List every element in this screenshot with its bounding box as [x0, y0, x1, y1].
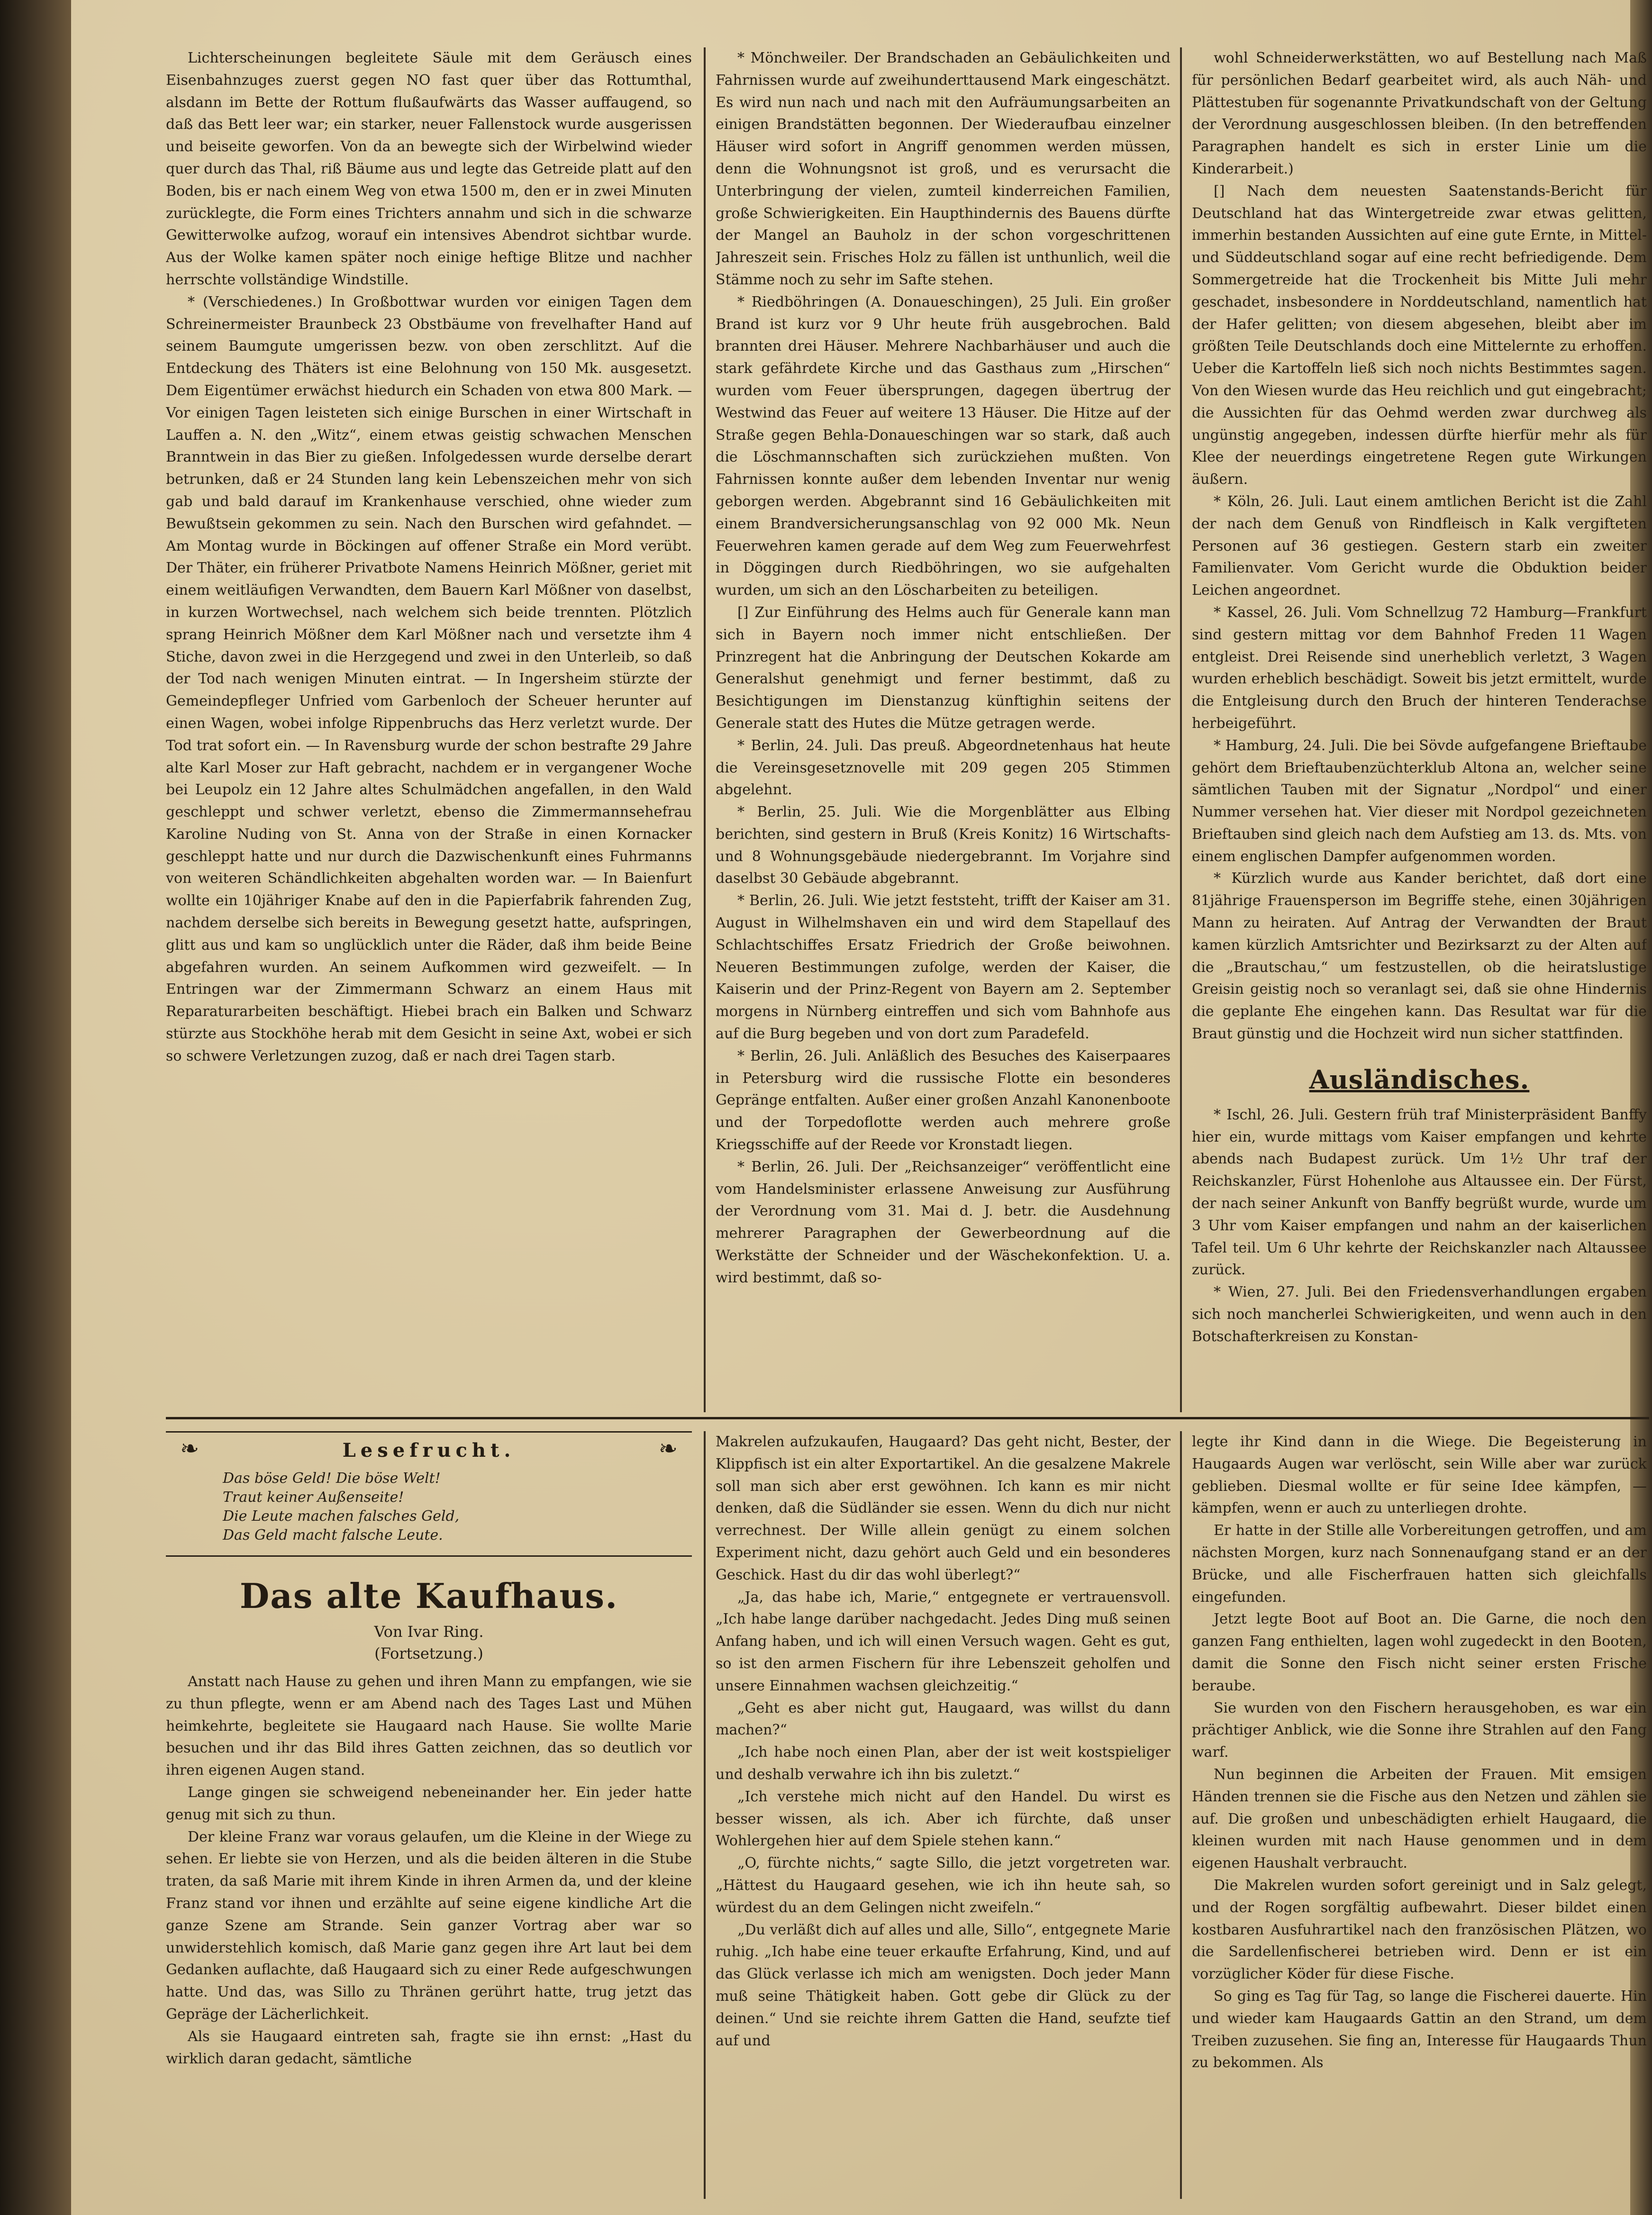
paragraph: „Ja, das habe ich, Marie,“ entgegnete er vertrauensvoll. „Ich habe lange darüber nachgedacht. Jedes Ding muß seinen Anfang haben, und ich will einen Versuch wagen. Geht es gut, so ist den armen Fischern für ihre Lebenszeit geholfen und unsere Einnahmen wachsen gleichzeitig.“ [716, 1589, 1171, 1694]
column-rule [704, 47, 706, 1412]
paragraph: * Wien, 27. Juli. Bei den Friedensverhandlungen ergaben sich noch mancherlei Schwierigkeiten, und wenn auch in den Botschafterkreisen zu Konstan- [1192, 1284, 1647, 1345]
top-column-2 [716, 47, 1171, 1407]
book-binding [0, 0, 71, 2215]
paragraph: Lange gingen sie schweigend nebeneinander her. Ein jeder hatte genug mit sich zu thun. [166, 1784, 692, 1823]
paragraph: * Köln, 26. Juli. Laut einem amtlichen Bericht ist die Zahl der nach dem Genuß von Rindfleisch in Kalk vergifteten Personen auf 36 gestiegen. Gestern starb ein zweiter Familienvater. Vom Gericht wurde die Obduktion beider Leichen angeordnet. [1192, 493, 1647, 599]
column-rule [1180, 1431, 1182, 2199]
paragraph: * Berlin, 26. Juli. Wie jetzt feststeht, trifft der Kaiser am 31. August in Wilhelmshaven ein und wird dem Stapellauf des Schlachtschiffes Ersatz Friedrich der Große beiwohnen. Neueren Bestimmungen zufolge, werden der Kaiser, die Kaiserin und der Prinz-Regent von Bayern am 2. September morgens in Nürnberg eintreffen und sich vom Bahnhofe aus auf die Burg begeben und von dort zum Paradefeld. [716, 892, 1171, 1043]
poem-line: Das böse Geld! Die böse Welt! [223, 1470, 441, 1487]
paragraph: * Ischl, 26. Juli. Gestern früh traf Ministerpräsident Banffy hier ein, wurde mittags vom Kaiser empfangen und kehrte abends nach Budapest zurück. Um 1½ Uhr traf der Reichskanzler, Fürst Hohenlohe aus Altaussee ein. Der Fürst, der nach seiner Ankunft von Banffy begrüßt wurde, wurde um 3 Uhr vom Kaiser empfangen und nahm an der kaiserlichen Tafel teil. Um 6 Uhr kehrte der Reichskanzler nach Altaussee zurück. [1192, 1106, 1647, 1279]
column-rule [1180, 47, 1182, 1412]
paragraph: Als sie Haugaard eintreten sah, fragte sie ihn ernst: „Hast du wirklich daran gedacht, sämtliche [166, 2028, 692, 2067]
poem-line: Traut keiner Außenseite! [223, 1489, 404, 1506]
paragraph: [] Nach dem neuesten Saatenstands-Bericht für Deutschland hat das Wintergetreide zwar etwas gelitten, immerhin bestanden Aussichten auf eine gute Ernte, in Mittel- und Süddeutschland sogar auf eine recht befriedigende. Dem Sommergetreide hat die Trockenheit bis Mitte Juli mehr geschadet, insbesondere in Norddeutschland, namentlich hat der Hafer gelitten; von diesem abgesehen, bleibt aber im größten Teile Deutschlands doch eine Mittelernte zu erhoffen. Ueber die Kartoffeln ließ sich noch nichts Bestimmtes sagen. Von den Wiesen wurde das Heu reichlich und gut eingebracht; die Aussichten für das Oehmd werden zwar durchweg als ungünstig angegeben, indessen dürfte hierfür mehr als für Klee der neuerdings eingetretene Regen gute Wirkungen äußern. [1192, 182, 1647, 488]
paragraph: „Du verläßt dich auf alles und alle, Sillo“, entgegnete Marie ruhig. „Ich habe eine teuer erkaufte Erfahrung, Kind, und auf das Glück verlasse ich mich am wenigsten. Doch jeder Mann muß seine Thätigkeit haben. Gott gebe dir Glück zu der deinen.“ Und sie reichte ihrem Gatten die Hand, seufzte tief auf und [716, 1921, 1171, 2049]
story-column-2 [716, 1431, 1171, 2199]
paragraph: * Berlin, 24. Juli. Das preuß. Abgeordnetenhaus hat heute die Vereinsgesetznovelle mit 209 gegen 205 Stimmen abgelehnt. [716, 737, 1171, 799]
top-column-1 [166, 47, 692, 1407]
lesefrucht-box [166, 1431, 692, 1557]
paragraph: * (Verschiedenes.) In Großbottwar wurden vor einigen Tagen dem Schreinermeister Braunbeck 23 Obstbäume von frevelhafter Hand auf seinem Baumgute umgerissen bezw. von oben zerschlitzt. Auf die Entdeckung des Thäters ist eine Belohnung von 150 Mk. ausgesetzt. Dem Eigentümer erwächst hiedurch ein Schaden von etwa 800 Mark. — Vor einigen Tagen leisteten sich einige Burschen in einer Wirtschaft in Lauffen a. N. den „Witz“, einem etwas geistig schwachen Menschen Branntwein in das Bier zu gießen. Infolgedessen wurde derselbe derart betrunken, daß er 24 Stunden lang kein Lebenszeichen mehr von sich gab und bald darauf im Krankenhause verschied, ohne wieder zum Bewußtsein gekommen zu sein. Nach den Burschen wird gefahndet. — Am Montag wurde in Böckingen auf offener Straße ein Mord verübt. Der Thäter, ein früherer Privatbote Namens Heinrich Mößner, geriet mit einem weitläufigen Verwandten, dem Bauern Karl Mößner von daselbst, in kurzen Wortwechsel, nach welchem sich beide trennten. Plötzlich sprang Heinrich Mößner dem Karl Mößner nach und versetzte ihm 4 Stiche, davon zwei in die Herzgegend und zwei in den Unterleib, so daß der Tod nach wenigen Minuten eintrat. — In Ingersheim stürzte der Gemeindepfleger Unfried vom Garbenloch der Scheuer herunter auf einen Wagen, wobei infolge Rippenbruchs das Herz verletzt wurde. Der Tod trat sofort ein. — In Ravensburg wurde der schon bestrafte 29 Jahre alte Karl Moser zur Haft gebracht, nachdem er in vergangener Woche bei Leupolz ein 12 Jahre altes Schulmädchen angefallen, in den Wald geschleppt und schwer verletzt, ebenso die Zimmermannsehefrau Karoline Nuding von St. Anna von der Straße in einen Kornacker geschleppt hatte und nur durch die Dazwischenkunft eines Fuhrmanns von weiteren Schändlichkeiten abgehalten worden war. — In Baienfurt wollte ein 10jähriger Knabe auf den in die Papierfabrik fahrenden Zug, nachdem derselbe sich bereits in Bewegung gesetzt hatte, aufspringen, glitt aus und kam so unglücklich unter die Räder, daß ihm beide Beine abgefahren wurden. An seinem Aufkommen wird gezweifelt. — In Entringen war der Zimmermann Schwarz an einem Haus mit Reparaturarbeiten beschäftigt. Hiebei brach ein Balken und Schwarz stürzte aus Stockhöhe herab mit dem Gesicht in seine Axt, wobei er sich so schwere Verletzungen zuzog, daß er nach drei Tagen starb. [166, 293, 692, 1064]
paragraph: „Geht es aber nicht gut, Haugaard, was willst du dann machen?“ [716, 1699, 1171, 1739]
feuilleton-divider [166, 1417, 1649, 1419]
section-heading-auslaendisches: Ausländisches. [1309, 1064, 1530, 1095]
paragraph: „Ich verstehe mich nicht auf den Handel. Du wirst es besser wissen, als ich. Aber ich fürchte, daß unser Wohlergehen hier auf dem Spiele stehen kann.“ [716, 1788, 1171, 1850]
column-rule [704, 1431, 706, 2199]
poem-line: Die Leute machen falsches Geld, [223, 1508, 460, 1525]
poem-line: Das Geld macht falsche Leute. [223, 1527, 443, 1543]
paragraph: Lichterscheinungen begleitete Säule mit dem Geräusch eines Eisenbahnzuges zuerst gegen NO fast quer über das Rottumthal, alsdann im Bette der Rottum flußaufwärts das Wasser auffaugend, so daß das Bett leer war; ein starker, neuer Fallenstock wurde ausgerissen und beiseite geworfen. Von da an bewegte sich der Wirbelwind wieder quer durch das Thal, riß Bäume aus und legte das Getreide platt auf den Boden, bis er nach einem Weg von etwa 1500 m, den er in zwei Minuten zurücklegte, die Form eines Trichters annahm und sich in die schwarze Gewitterwolke aufzog, worauf ein intensives Abendrot sichtbar wurde. Aus der Wolke kamen später noch einige heftige Blitze und nachher herrschte vollständige Windstille. [166, 50, 692, 288]
paragraph: * Riedböhringen (A. Donaueschingen), 25 Juli. Ein großer Brand ist kurz vor 9 Uhr heute früh ausgebrochen. Bald brannten drei Häuser. Mehrere Nachbarhäuser und auch die stark gefährdete Kirche und das Gasthaus zum „Hirschen“ wurden vom Feuer übersprungen, dagegen übertrug der Westwind das Feuer auf weitere 13 Häuser. Die Hitze auf der Straße gegen Behla-Donaueschingen war so stark, daß auch die Löschmannschaften sich zurückziehen mußten. Von Fahrnissen konnte außer dem lebenden Inventar nur wenig geborgen werden. Abgebrannt sind 16 Gebäulichkeiten mit einem Brandversicherungsanschlag von 92 000 Mk. Neun Feuerwehren kamen gerade auf dem Weg zum Feuerwehrfest in Döggingen durch Riedböhringen, wo sie aufgehalten wurden, um sich an den Löscharbeiten zu beteiligen. [716, 293, 1171, 599]
paragraph: Jetzt legte Boot auf Boot an. Die Garne, die noch den ganzen Fang enthielten, lagen wohl zugedeckt in den Booten, damit die Sonne den Fisch nicht seiner ersten Frische beraube. [1192, 1611, 1647, 1694]
paragraph: * Mönchweiler. Der Brandschaden an Gebäulichkeiten und Fahrnissen wurde auf zweihunderttausend Mark eingeschätzt. Es wird nun nach und nach mit den Aufräumungsarbeiten an einigen Brandstätten begonnen. Der Wiederaufbau einzelner Häuser wird sofort in Angriff genommen werden müssen, denn die Wohnungsnot ist groß, und es verursacht die Unterbringung der vielen, zumteil kinderreichen Familien, große Schwierigkeiten. Ein Haupthindernis des Bauens dürfte der Mangel an Bauholz in der schon vorgeschrittenen Jahreszeit sein. Frisches Holz zu fällen ist unthunlich, weil die Stämme noch zu sehr im Safte stehen. [716, 50, 1171, 288]
paragraph: So ging es Tag für Tag, so lange die Fischerei dauerte. Hin und wieder kam Haugaards Gattin an den Strand, um dem Treiben zuzusehen. Sie fing an, Interesse für Haugaards Thun zu bekommen. Als [1192, 1988, 1647, 2071]
lesefrucht-title: Lesefrucht. [342, 1439, 516, 1462]
newspaper-page [71, 0, 1647, 2215]
story-author: Von Ivar Ring. [374, 1623, 484, 1641]
paragraph: * Berlin, 26. Juli. Der „Reichsanzeiger“ veröffentlicht eine vom Handelsminister erlassene Anweisung zur Ausführung der Verordnung vom 31. Mai d. J. betr. die Ausdehnung mehrerer Paragraphen der Gewerbeordnung auf die Werkstätte der Schneider und der Wäschekonfektion. U. a. wird bestimmt, daß so- [716, 1158, 1171, 1286]
story-column-1 [166, 1431, 692, 2199]
paragraph: * Kürzlich wurde aus Kander berichtet, daß dort eine 81jährige Frauensperson im Begriffe stehe, einen 30jährigen Mann zu heiraten. Auf Antrag der Verwandten der Braut kamen kürzlich Amtsrichter und Bezirksarzt zu der Alten auf die „Brautschau,“ um festzustellen, ob die heiratslustige Greisin geistig noch so veranlagt sei, daß sie ohne Hindernis die geplante Ehe eingehen kann. Das Resultat war für die Braut günstig und die Hochzeit wird nun sicher stattfinden. [1192, 870, 1647, 1043]
paragraph: Makrelen aufzukaufen, Haugaard? Das geht nicht, Bester, der Klippfisch ist ein alter Exportartikel. An die gesalzene Makrele soll man sich aber erst gewöhnen. Ich kann es mir nicht denken, daß die Südländer sie essen. Wenn du dich nur nicht verrechnest. Der Wille allein genügt zu einem solchen Experiment nicht, dazu gehört auch Geld und ein besonderes Geschick. Hast du dir das wohl überlegt?“ [716, 1434, 1171, 1583]
paragraph: Die Makrelen wurden sofort gereinigt und in Salz gelegt, und der Rogen sorgfältig aufbewahrt. Dieser bildet einen kostbaren Ausfuhrartikel nach den französischen Plätzen, wo die Sardellenfischerei betrieben wird. Denn er ist ein vorzüglicher Köder für diese Fische. [1192, 1877, 1647, 1983]
paragraph: Sie wurden von den Fischern herausgehoben, es war ein prächtiger Anblick, wie die Sonne ihre Strahlen auf den Fang warf. [1192, 1699, 1647, 1761]
paragraph: Anstatt nach Hause zu gehen und ihren Mann zu empfangen, wie sie zu thun pflegte, wenn er am Abend nach des Tages Last und Mühen heimkehrte, begleitete sie Haugaard nach Hause. Sie wollte Marie besuchen und ihr das Bild ihres Gatten zeichnen, das so deutlich vor ihren eigenen Augen stand. [166, 1673, 692, 1779]
paragraph: [] Zur Einführung des Helms auch für Generale kann man sich in Bayern noch immer nicht entschließen. Der Prinzregent hat die Anbringung der Deutschen Kokarde am Generalshut genehmigt und ferner bestimmt, daß zu Besichtigungen im Dienstanzug künftighin seitens der Generale statt des Hutes die Mütze getragen werde. [716, 604, 1171, 732]
story-continuation-note: (Fortsetzung.) [374, 1644, 483, 1662]
paragraph: „O, fürchte nichts,“ sagte Sillo, die jetzt vorgetreten war. „Hättest du Haugaard gesehen, wie ich ihn heute sah, so würdest du an dem Gelingen nicht zweifeln.“ [716, 1855, 1171, 1916]
story-title: Das alte Kaufhaus. [239, 1576, 618, 1616]
paragraph: „Ich habe noch einen Plan, aber der ist weit kostspieliger und deshalb verwahre ich ihn bis zuletzt.“ [716, 1744, 1171, 1783]
paragraph: Der kleine Franz war voraus gelaufen, um die Kleine in der Wiege zu sehen. Er liebte sie von Herzen, und als die beiden älteren in die Stube traten, da saß Marie mit ihrem Kinde in ihren Armen da, und der kleine Franz stand vor ihnen und erzählte auf seine eigene kindliche Art die ganze Szene am Strande. Sein ganzer Vortrag aber war so unwiderstehlich komisch, daß Marie ganz gegen ihre Art laut bei dem Gedanken auflachte, daß Haugaard sich zu einer Rede aufgeschwungen hatte. Und das, was Sillo zu Thränen gerührt hatte, trug jetzt das Gepräge der Lächerlichkeit. [166, 1828, 692, 2023]
story-column-3 [1192, 1431, 1647, 2199]
paragraph: wohl Schneiderwerkstätten, wo auf Bestellung nach Maß für persönlichen Bedarf gearbeitet wird, als auch Näh- und Plättestuben für sogenannte Privatkundschaft von der Geltung der Verordnung ausgeschlossen bleiben. (In den betreffenden Paragraphen handelt es sich in erster Linie um die Kinderarbeit.) [1192, 50, 1647, 177]
paragraph: * Berlin, 26. Juli. Anläßlich des Besuches des Kaiserpaares in Petersburg wird die russische Flotte ein besonderes Gepränge entfalten. Außer einer großen Anzahl Kanonenboote und der Torpedoflotte werden auch mehrere große Kriegsschiffe auf der Reede vor Kronstadt liegen. [716, 1047, 1171, 1153]
paragraph: * Berlin, 25. Juli. Wie die Morgenblätter aus Elbing berichten, sind gestern in Bruß (Kreis Konitz) 16 Wirtschafts- und 8 Wohnungsgebäude niedergebrannt. Im Vorjahre sind daselbst 30 Gebäude abgebrannt. [716, 804, 1171, 887]
fleuron-ornament-right-icon: ❧ [658, 1435, 678, 1462]
fleuron-ornament-left-icon: ❧ [180, 1435, 200, 1462]
paragraph: * Kassel, 26. Juli. Vom Schnellzug 72 Hamburg—Frankfurt sind gestern mittag vor dem Bahnhof Freden 11 Wagen entgleist. Drei Reisende sind unerheblich verletzt, 3 Wagen wurden erheblich beschädigt. Soweit bis jetzt ermittelt, wurde die Entgleisung durch den Bruch der hinteren Tenderachse herbeigeführt. [1192, 604, 1647, 732]
paragraph: * Hamburg, 24. Juli. Die bei Sövde aufgefangene Brieftaube gehört dem Brieftaubenzüchterklub Altona an, welcher seine sämtlichen Tauben mit der Signatur „Nordpol“ und einer Nummer versehen hat. Vier dieser mit Nordpol gezeichneten Brieftauben sind gleich nach dem Aufstieg am 13. ds. Mts. von einem englischen Dampfer aufgenommen worden. [1192, 737, 1647, 865]
paragraph: Nun beginnen die Arbeiten der Frauen. Mit emsigen Händen trennen sie die Fische aus den Netzen und zählen sie auf. Die großen und unbeschädigten erhielt Haugaard, die kleinen wurden mit nach Hause genommen und in dem eigenen Haushalt verbraucht. [1192, 1766, 1647, 1872]
paragraph: legte ihr Kind dann in die Wiege. Die Begeisterung in Haugaards Augen war verlöscht, sein Wille aber war zurück geblieben. Diesmal wollte er für seine Idee kämpfen, — kämpfen, wenn er auch zu unterliegen drohte. [1192, 1434, 1647, 1517]
top-column-3 [1192, 47, 1647, 1407]
paragraph: Er hatte in der Stille alle Vorbereitungen getroffen, und am nächsten Morgen, kurz nach Sonnenaufgang stand er an der Brücke, und alle Fischerfrauen hatten sich gleichfalls eingefunden. [1192, 1522, 1647, 1606]
